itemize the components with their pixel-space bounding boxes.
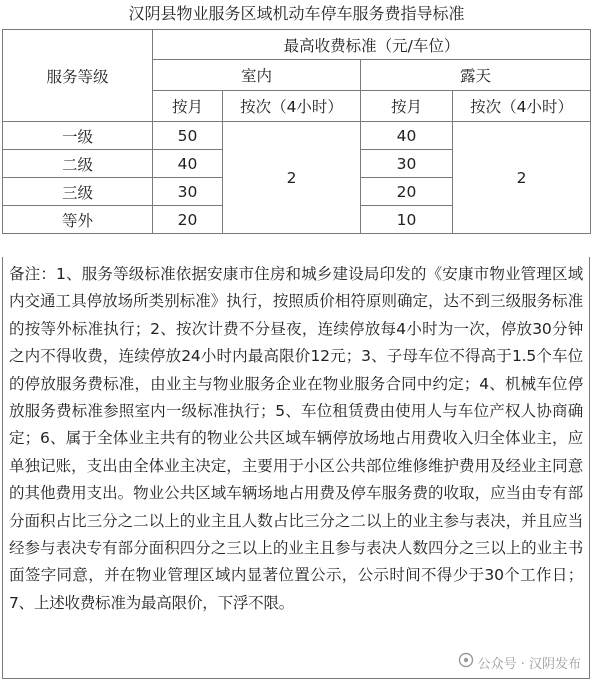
header-service-level: 服务等级	[3, 30, 153, 122]
outdoor-monthly-cell: 40	[361, 122, 453, 150]
header-indoor-per-time: 按次（4小时）	[223, 91, 361, 122]
wechat-official-account-icon	[458, 652, 474, 672]
indoor-per-time-cell: 2	[223, 122, 361, 234]
header-max-fee: 最高收费标准（元/车位）	[153, 30, 591, 60]
outdoor-monthly-cell: 10	[361, 206, 453, 234]
header-indoor-monthly: 按月	[153, 91, 223, 122]
fee-standard-table	[2, 29, 591, 234]
watermark	[456, 652, 583, 672]
header-outdoor-monthly: 按月	[361, 91, 453, 122]
level-cell: 二级	[3, 150, 153, 178]
header-outdoor-per-time: 按次（4小时）	[453, 91, 591, 122]
header-indoor: 室内	[153, 60, 361, 91]
indoor-monthly-cell: 20	[153, 206, 223, 234]
indoor-monthly-cell: 40	[153, 150, 223, 178]
header-outdoor: 露天	[361, 60, 591, 91]
watermark-text: 公众号 · 汉阴发布	[477, 656, 581, 672]
outdoor-monthly-cell: 30	[361, 150, 453, 178]
indoor-monthly-cell: 50	[153, 122, 223, 150]
level-cell: 三级	[3, 178, 153, 206]
outdoor-monthly-cell: 20	[361, 178, 453, 206]
table-row	[3, 122, 591, 150]
document-title: 汉阴县物业服务区域机动车停车服务费指导标准	[128, 4, 465, 23]
indoor-monthly-cell: 30	[153, 178, 223, 206]
level-cell: 等外	[3, 206, 153, 234]
outdoor-per-time-cell: 2	[453, 122, 591, 234]
level-cell: 一级	[3, 122, 153, 150]
remarks-text: 备注：1、服务等级标准依据安康市住房和城乡建设局印发的《安康市物业管理区域内交通工具停放场所类别标准》执行，按照质价相符原则确定，达不到三级服务标准的按等外标准执行；2、按次计费不分昼夜，连续停放每4小时为一次，停放30分钟之内不得收费，连续停放24小时内最高限价12元；3、子母车位不得高于1.5个车位的停放服务费标准，由业主与物业服务企业在物业服务合同中约定；4、机械车位停放服务费标准参照室内一级标准执行；5、车位租赁费由使用人与车位产权人协商确定；6、属于全体业主共有的物业公共区域车辆停放场地占用费收入归全体业主，应单独记账，支出由全体业主决定，主要用于小区公共部位维修维护费用及经业主同意的其他费用支出。物业公共区域车辆场地占用费及停车服务费的收取，应当由专有部分面积占比三分之二以上的业主且人数占比三分之二以上的业主参与表决，并且应当经参与表决专有部分面积四分之三以上的业主且参与表决人数四分之三以上的业主书面签字同意，并在物业管理区域内显著位置公示，公示时间不得少于30个工作日；7、上述收费标准为最高限价，下浮不限。	[2, 257, 590, 679]
